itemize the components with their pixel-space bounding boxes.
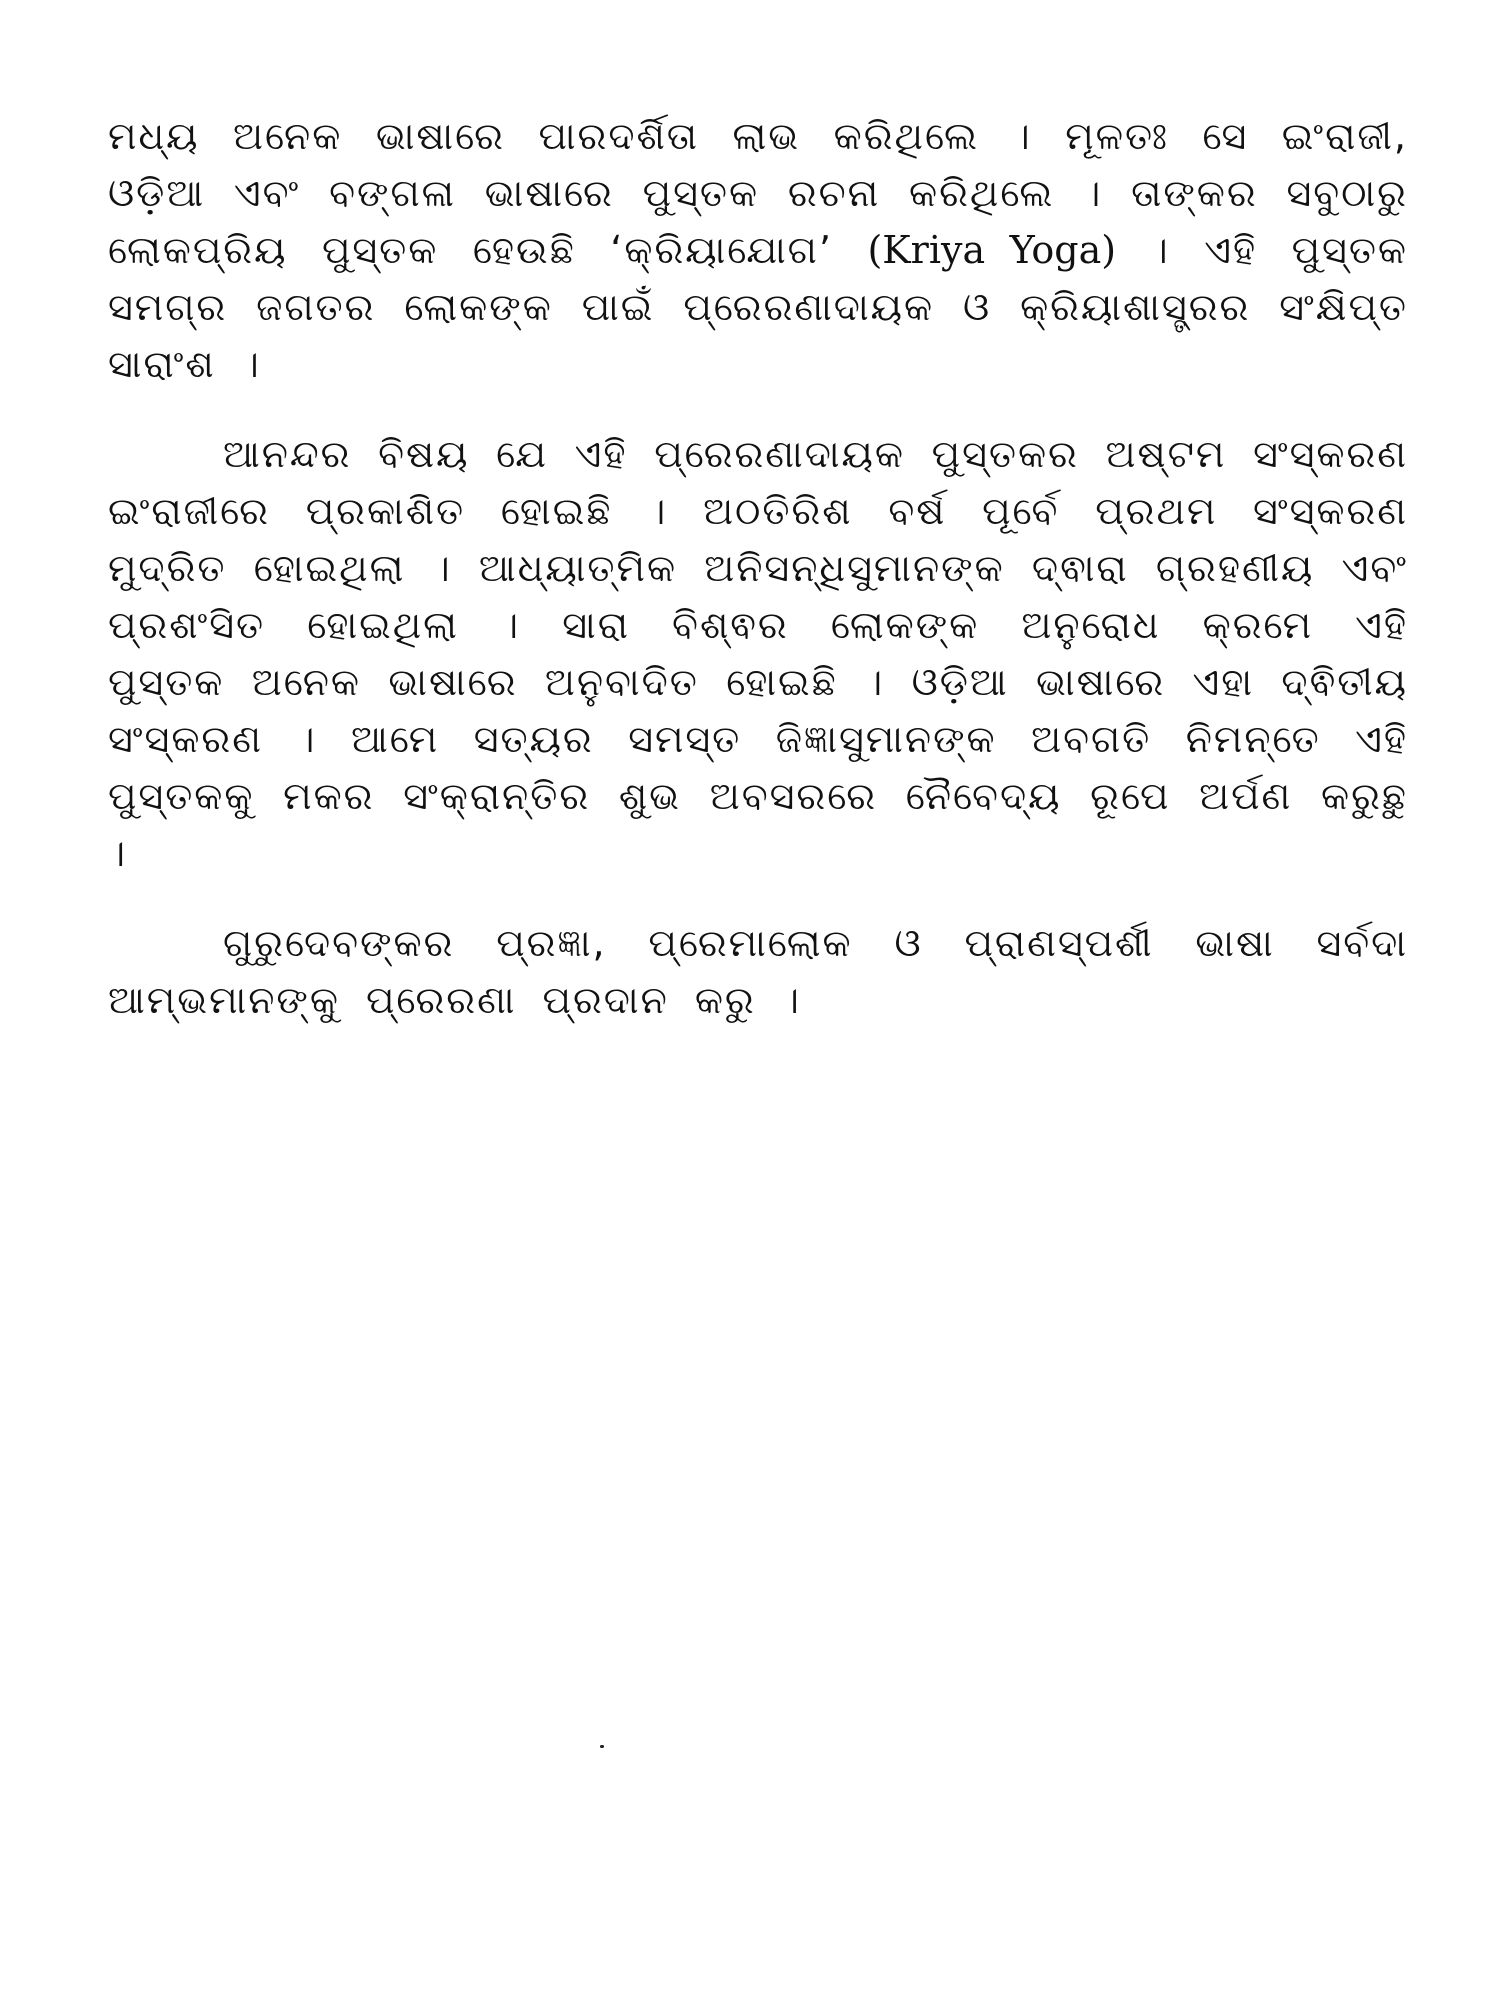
paragraph-1-text-a: ମଧ୍ୟ ଅନେକ ଭାଷାରେ ପାରଦର୍ଶିତା ଲାଭ କରିଥିଲେ । ମୂଳତଃ ସେ ଇଂରାଜୀ, ଓଡ଼ିଆ ଏବଂ ବଙ୍ଗଳା ଭାଷାରେ ପୁସ୍ତକ ରଚନା କରିଥିଲେ । ତାଙ୍କର ସବୁଠାରୁ ଲୋକପ୍ରିୟ ପୁସ୍ତକ ହେଉଛି ‘କ୍ରିୟାଯୋଗ’ <box>108 114 1408 272</box>
ink-speck <box>600 1745 604 1748</box>
paragraph-3: ଗୁରୁଦେବଙ୍କର ପ୍ରଜ୍ଞା, ପ୍ରେମାଲୋକ ଓ ପ୍ରାଣସ୍ପର୍ଶୀ ଭାଷା ସର୍ବଦା ଆମ୍ଭମାନଙ୍କୁ ପ୍ରେରଣା ପ୍ରଦାନ କରୁ । <box>108 921 1408 1022</box>
paragraph-1 <box>108 108 1408 393</box>
kriya-yoga-latin: (Kriya Yoga) <box>867 228 1117 272</box>
paragraph-2: ଆନନ୍ଦର ବିଷୟ ଯେ ଏହି ପ୍ରେରଣାଦାୟକ ପୁସ୍ତକର ଅଷ୍ଟମ ସଂସ୍କରଣ ଇଂରାଜୀରେ ପ୍ରକାଶିତ ହୋଇଛି । ଅଠତିରିଶ ବର୍ଷ ପୂର୍ବେ ପ୍ରଥମ ସଂସ୍କରଣ ମୁଦ୍ରିତ ହୋଇଥିଲା । ଆଧ୍ୟାତ୍ମିକ ଅନିସନ୍ଧିସୁମାନଙ୍କ ଦ୍ଵାରା ଗ୍ରହଣୀୟ ଏବଂ ପ୍ରଶଂସିତ ହୋଇଥିଲା । ସାରା ବିଶ୍ଵର ଲୋକଙ୍କ ଅନୁରୋଧ କ୍ରମେ ଏହି ପୁସ୍ତକ ଅନେକ ଭାଷାରେ ଅନୁବାଦିତ ହୋଇଛି । ଓଡ଼ିଆ ଭାଷାରେ ଏହା ଦ୍ଵିତୀୟ ସଂସ୍କରଣ । ଆମେ ସତ୍ୟର ସମସ୍ତ ଜିଜ୍ଞାସୁମାନଙ୍କ ଅବଗତି ନିମନ୍ତେ ଏହି ପୁସ୍ତକକୁ ମକର ସଂକ୍ରାନ୍ତିର ଶୁଭ ଅବସରରେ ନୈବେଦ୍ୟ ରୂପେ ଅର୍ପଣ କରୁଛୁ । <box>108 432 1408 875</box>
paragraph-1-text-b: । ଏହି ପୁସ୍ତକ ସମଗ୍ର ଜଗତର ଲୋକଙ୍କ ପାଇଁ ପ୍ରେରଣାଦାୟକ ଓ କ୍ରିୟାଶାସ୍ତ୍ରର ସଂକ୍ଷିପ୍ତ ସାରାଂଶ । <box>108 228 1408 386</box>
body-text <box>108 108 1408 1029</box>
